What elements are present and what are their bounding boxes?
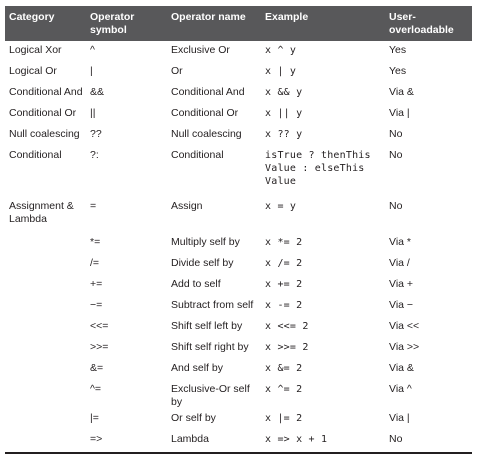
header-row xyxy=(5,6,472,41)
cell-operator-name: Lambda xyxy=(171,433,209,445)
header-example: Example xyxy=(261,6,385,41)
cell-user-overloadable: Via >> xyxy=(389,341,420,353)
cell-category: Assignment & Lambda xyxy=(9,200,74,225)
cell-example: x => x + 1 xyxy=(265,434,328,445)
cell-operator-symbol: −= xyxy=(90,299,103,311)
table-row xyxy=(5,62,472,83)
table-row xyxy=(5,275,472,296)
cell-example: x *= 2 xyxy=(265,237,303,248)
cell-operator-symbol: | xyxy=(90,65,93,77)
cell-category xyxy=(5,275,86,296)
cell-category xyxy=(5,359,86,380)
cell-user-overloadable: Via | xyxy=(389,412,410,424)
cell-user-overloadable: Via / xyxy=(389,257,410,269)
header-category: Category xyxy=(5,6,86,41)
table-row xyxy=(5,296,472,317)
cell-example: x ^= 2 xyxy=(265,384,303,395)
cell-example: x &= 2 xyxy=(265,363,303,374)
table-row xyxy=(5,430,472,451)
cell-operator-symbol: /= xyxy=(90,257,100,269)
cell-operator-name: Subtract from self xyxy=(171,299,254,311)
cell-operator-symbol: >>= xyxy=(90,341,109,353)
cell-user-overloadable: No xyxy=(389,200,403,212)
header-user-overloadable: User- overloadable xyxy=(385,6,472,41)
cell-category xyxy=(5,317,86,338)
cell-user-overloadable: No xyxy=(389,433,403,445)
cell-example: x <<= 2 xyxy=(265,321,309,332)
cell-operator-name: Conditional And xyxy=(171,86,245,98)
table-row xyxy=(5,83,472,104)
cell-example: x = y xyxy=(265,201,297,212)
cell-operator-name: And self by xyxy=(171,362,223,374)
cell-example: x /= 2 xyxy=(265,258,303,269)
cell-operator-symbol: ^ xyxy=(90,44,95,56)
cell-operator-name: Assign xyxy=(171,200,203,212)
cell-operator-name: Exclusive Or xyxy=(171,44,230,56)
cell-operator-symbol: ?? xyxy=(90,128,102,140)
cell-category xyxy=(5,430,86,451)
cell-category xyxy=(5,380,86,409)
cell-category: Conditional xyxy=(9,149,62,161)
cell-example: x |= 2 xyxy=(265,413,303,424)
table-row xyxy=(5,197,472,233)
table-row xyxy=(5,254,472,275)
cell-operator-name: Shift self left by xyxy=(171,320,243,332)
cell-category xyxy=(5,338,86,359)
cell-example: x ^ y xyxy=(265,45,297,56)
cell-operator-name: Null coalescing xyxy=(171,128,242,140)
cell-example: x && y xyxy=(265,87,303,98)
cell-operator-symbol: += xyxy=(90,278,103,290)
cell-user-overloadable: Via | xyxy=(389,107,410,119)
cell-user-overloadable: Yes xyxy=(389,44,407,56)
cell-user-overloadable: Via ^ xyxy=(389,383,412,395)
cell-operator-symbol: ?: xyxy=(90,149,99,161)
cell-operator-symbol: |= xyxy=(90,412,99,424)
cell-operator-symbol: *= xyxy=(90,236,101,248)
table-row xyxy=(5,104,472,125)
cell-example: x | y xyxy=(265,66,297,77)
cell-category: Conditional Or xyxy=(9,107,77,119)
cell-example: x ?? y xyxy=(265,129,303,140)
cell-category: Logical Xor xyxy=(9,44,62,56)
cell-operator-name: Conditional xyxy=(171,149,224,161)
cell-user-overloadable: Via & xyxy=(389,362,414,374)
cell-operator-symbol: &= xyxy=(90,362,104,374)
cell-example: x += 2 xyxy=(265,279,303,290)
operator-table-container xyxy=(5,6,472,454)
cell-category: Conditional And xyxy=(9,86,83,98)
table-header xyxy=(5,6,472,41)
table-row xyxy=(5,409,472,430)
cell-operator-name: Multiply self by xyxy=(171,236,240,248)
table-bottom-rule xyxy=(5,452,472,454)
cell-category xyxy=(5,254,86,275)
cell-example: x -= 2 xyxy=(265,300,303,311)
cell-category xyxy=(5,233,86,254)
cell-category: Logical Or xyxy=(9,65,57,77)
cell-user-overloadable: Via + xyxy=(389,278,414,290)
operator-table xyxy=(5,6,472,451)
cell-operator-name: Conditional Or xyxy=(171,107,239,119)
table-row xyxy=(5,338,472,359)
cell-operator-symbol: => xyxy=(90,433,103,445)
cell-category: Null coalescing xyxy=(9,128,80,140)
table-row xyxy=(5,41,472,62)
cell-operator-symbol: <<= xyxy=(90,320,109,332)
cell-user-overloadable: Via << xyxy=(389,320,420,332)
cell-user-overloadable: Via & xyxy=(389,86,414,98)
cell-operator-symbol: || xyxy=(90,107,96,119)
cell-category xyxy=(5,296,86,317)
cell-operator-name: Or self by xyxy=(171,412,216,424)
table-row xyxy=(5,233,472,254)
cell-operator-name: Exclusive-Or self by xyxy=(171,383,250,408)
cell-user-overloadable: No xyxy=(389,128,403,140)
cell-user-overloadable: Via * xyxy=(389,236,411,248)
header-operator-name: Operator name xyxy=(167,6,261,41)
cell-operator-symbol: && xyxy=(90,86,105,98)
table-row xyxy=(5,317,472,338)
cell-user-overloadable: Yes xyxy=(389,65,407,77)
cell-example: x || y xyxy=(265,108,303,119)
cell-category xyxy=(5,409,86,430)
table-row xyxy=(5,380,472,409)
cell-user-overloadable: No xyxy=(389,149,403,161)
cell-operator-name: Shift self right by xyxy=(171,341,249,353)
cell-operator-name: Or xyxy=(171,65,183,77)
cell-example: x >>= 2 xyxy=(265,342,309,353)
cell-operator-symbol: ^= xyxy=(90,383,102,395)
cell-user-overloadable: Via − xyxy=(389,299,414,311)
table-row xyxy=(5,359,472,380)
cell-example: isTrue ? thenThis Value : elseThis Value xyxy=(265,150,371,187)
table-body xyxy=(5,41,472,451)
cell-operator-name: Add to self xyxy=(171,278,221,290)
cell-operator-name: Divide self by xyxy=(171,257,234,269)
table-row xyxy=(5,146,472,197)
header-operator-symbol: Operator symbol xyxy=(86,6,167,41)
table-row xyxy=(5,125,472,146)
cell-operator-symbol: = xyxy=(90,200,97,212)
